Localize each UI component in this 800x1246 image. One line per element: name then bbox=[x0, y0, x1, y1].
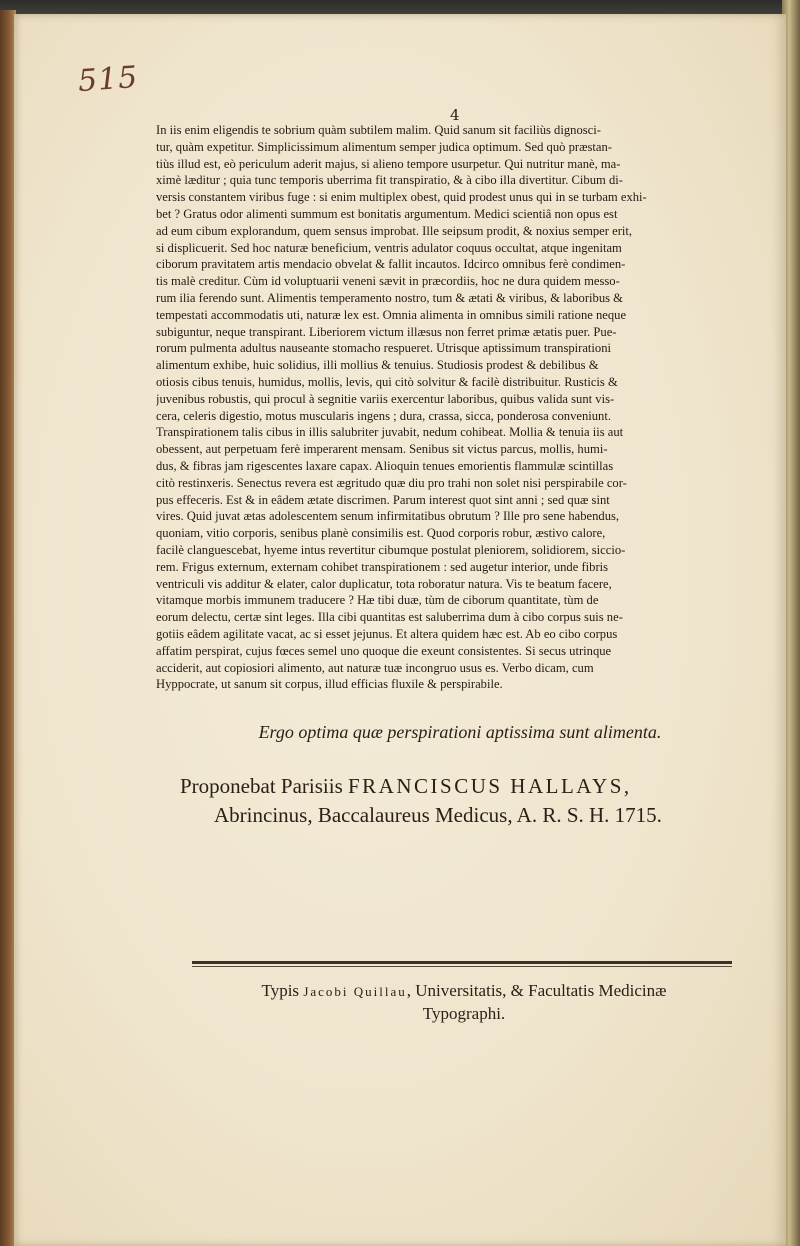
body-line: gotiis eâdem agilitate vacat, ac si esset jejunus. Et altera quidem hæc est. Ab eo cibo corpus bbox=[156, 626, 618, 641]
body-paragraph bbox=[156, 122, 756, 693]
body-line: subiguntur, neque transpirant. Liberiorem victum illæsus non ferret primæ ætatis puer. Pue- bbox=[156, 324, 617, 339]
body-line: facilè clanguescebat, hyeme intus revertitur cibumque postulat pleniorem, solidiorem, siccio- bbox=[156, 542, 626, 557]
body-line: ventriculi vis additur & elater, calor duplicatur, tota roboratur natura. Vis te beatum facere, bbox=[156, 576, 612, 591]
body-line: rorum pulmenta adultus nauseante stomacho respueret. Utrisque aptissimum transpirationi bbox=[156, 341, 612, 356]
printer-imprint bbox=[184, 980, 744, 1025]
author-name: FRANCISCUS HALLAYS, bbox=[348, 774, 632, 798]
body-line: bet ? Gratus odor alimenti summum est bonitatis argumentum. Medici scientiâ non opus est bbox=[156, 206, 618, 221]
body-line: ximè læditur ; quia tunc temporis uberrima fit transpiratio, & à cibo illa divertitur. Cibum di- bbox=[156, 173, 623, 188]
body-line: vitamque morbis immunem traducere ? Hæ tibi duæ, tùm de ciborum quantitate, tùm de bbox=[156, 593, 599, 608]
body-line: obessent, aut perpetuam ferè imperarent mensam. Senibus sit victus parcus, mollis, humi- bbox=[156, 442, 608, 457]
proponebat-block bbox=[180, 772, 740, 830]
body-line: tur, quàm expetitur. Simplicissimum alimentum semper judica optimum. Sed quò præstan- bbox=[156, 139, 612, 154]
body-line: In iis enim eligendis te sobrium quàm subtilem malim. Quid sanum sit faciliùs dignosci- bbox=[156, 123, 601, 137]
body-line: acciderit, aut copiosiori alimento, aut naturæ tuæ incongruo usus es. Verbo dicam, cum bbox=[156, 660, 594, 675]
folio-mark-handwritten: 515 bbox=[76, 59, 140, 100]
body-line: dus, & fibras jam rigescentes laxare capax. Alioquin tenues emorientis flammulæ scintillas bbox=[156, 458, 614, 473]
body-line: rem. Frigus externum, externam cohibet transpirationem : sed augetur interior, unde fibris bbox=[156, 559, 609, 574]
imprint-printer: Jacobi Quillau bbox=[303, 984, 407, 999]
body-line: vires. Quid juvat ætas adolescentem senum infirmitatibus obrutum ? Ille pro sene habendus, bbox=[156, 509, 620, 524]
imprint-typis: Typis bbox=[261, 981, 304, 1000]
divider-rule bbox=[192, 961, 732, 964]
body-line: Hyppocrate, ut sanum sit corpus, illud efficias fluxile & perspirabile. bbox=[156, 677, 503, 692]
body-line: pus effeceris. Est & in eâdem ætate discrimen. Parum interest quot sint anni ; sed quæ sint bbox=[156, 492, 610, 507]
body-line: citò restinxeris. Senectus revera est ægritudo quæ diu pro trahi non solet nisi perspirabile cor- bbox=[156, 475, 627, 490]
imprint-line2: Typographi. bbox=[422, 1004, 506, 1023]
body-line: ad eum cibum explorandum, quem sensus improbat. Ille seipsum prodit, & noxius semper erit, bbox=[156, 223, 633, 238]
conclusion-line: Ergo optima quæ perspirationi aptissima sunt alimenta. bbox=[258, 722, 662, 742]
body-line: affatim perspirat, cujus fœces semel uno quoque die exeunt consistentes. Si secus utrinque bbox=[156, 643, 612, 658]
body-line: cera, celeris digestio, motus muscularis ingens ; dura, crassa, sicca, ponderosa conveniunt. bbox=[156, 408, 611, 423]
body-line: juvenibus robustis, qui procul à segnitie variis exercentur laboribus, quibus valida sunt vis- bbox=[156, 391, 615, 406]
divider-rule-thin bbox=[192, 966, 732, 967]
body-line: quoniam, vitio corporis, senibus planè consimilis est. Quod corporis robur, æstivo calore, bbox=[156, 526, 606, 541]
body-line: Transpirationem talis cibus in illis salubriter juvabit, nedum cohibeat. Mollia & tenuia iis aut bbox=[156, 425, 624, 440]
imprint-rest: , Universitatis, & Facultatis Medicinæ bbox=[406, 981, 667, 1000]
body-line: versis constantem viribus fuge : si enim multiplex obest, quid prodest unus qui in se turbam exhi- bbox=[156, 190, 647, 205]
proponebat-prefix: Proponebat Parisiis bbox=[180, 774, 348, 798]
body-line: otiosis cibus tenuis, humidus, mollis, levis, qui citò solvitur & facilè distribuitur. Rusticis & bbox=[156, 374, 618, 389]
body-line: eorum delectu, certæ sint leges. Illa cibi quantitas est saluberrima dum à cibo corpus suis ne- bbox=[156, 610, 623, 625]
body-line: rum ilia ferendo sunt. Alimentis temperamento nostro, tum & ætati & viribus, & laboribus & bbox=[156, 290, 623, 305]
body-line: ciborum pravitatem artis mendacio obvelat & fallit incautos. Idcirco omnibus ferè condimen- bbox=[156, 257, 626, 272]
author-credentials: Abrincinus, Baccalaureus Medicus, A. R. S. H. 1715. bbox=[214, 803, 662, 827]
body-line: tis malè creditur. Cùm id voluptuarii veneni sævit in præcordiis, hoc ne dura quidem messo- bbox=[156, 274, 620, 289]
body-line: si displicuerit. Sed hoc naturæ beneficium, ventris adulator coquus occultat, atque ingenitam bbox=[156, 240, 622, 255]
body-line: tiùs illud est, eò periculum aderit majus, si alieno tempore usurpetur. Qui nutritur manè, ma- bbox=[156, 156, 621, 171]
page-number: 4 bbox=[450, 106, 460, 124]
body-line: tempestati accommodatis uti, naturæ lex est. Omnia alimenta in omnibus simili ratione neque bbox=[156, 307, 627, 322]
body-line: alimentum exhibe, huic solidius, illi mollius & tenuius. Studiosis prodest & debilibus & bbox=[156, 358, 599, 373]
